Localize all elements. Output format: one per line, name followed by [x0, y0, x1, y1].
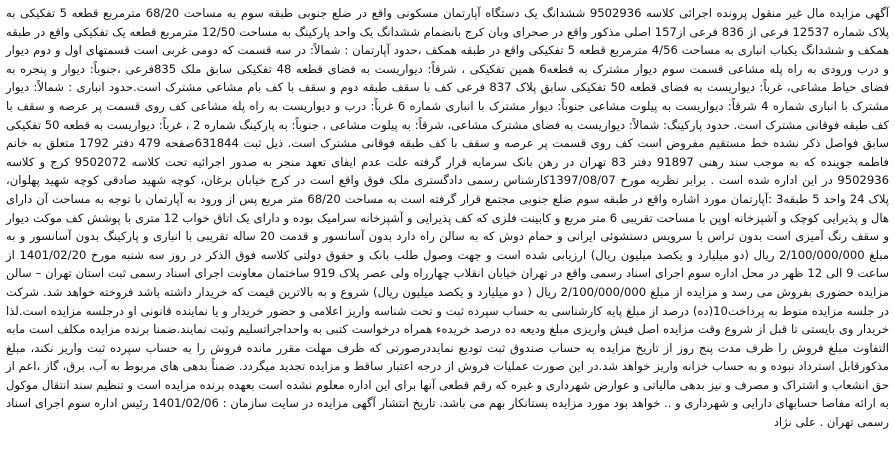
notice-body-text: آگهی مزایده مال غیر منقول پرونده اجرائی کلاسه 9502936 ششدانگ یک دستگاه آپارتمان مسکونی واقع در ضلع جنوبی طبقه سوم به مساحت 68/20 مترمربع قطعه 5 تفکیکی به پلاک شماره 12537 فرعی از 836 فرعی از157 اصلی مذکور واقع در صحرای وبان کرج بانضمام ششدانگ یک واحد پارکینگ به مساحت 12/50 مترمربع قطعه یک تفکیکی واقع در طبقه همکف و ششدانگ یکباب انباری به مساحت 4/56 مترمربع قطعه 5 تفکیکی واقع در طبقه همکف ،حدود آپارتمان : شمالاً: در سه قسمت که دومی غربی است قسمتهای اول و دوم دیوار و درب ورودی به راه پله مشاعی قسمت سوم دیوار مشترک به قطعه6 همین تفکیکی ، شرقاً: دیواریست به فضای قطعه 48 تفکیکی سابق ملک 835فرعی ،جنوباً: دیوار و پنجره به فضای حیاط مشاعی، غرباً: دیواریست به فضای قطعه 50 تفکیکی سابق پلاک 837 فرعی کف با سقف طبقه دوم و سقف با کف بام مشاعی مشترک است.حدود انباری : شمالاً: دیوار مشترک با انباری شماره 4 شرقاً: دیواریست به پیلوت مشاعی جنوباً: دیوار مشترک با انباری شماره 6 غرباً: درب و دیواریست به راه پله مشاعی کف روی قسمت پر عرصه و سقف با کف طبقه فوقانی مشترک است. حدود پارکینگ: شمالاً: دیواریست به فضای مشترک مشاعی، شرقاً: به پیلوت مشاعی ، جنوباً: به پارکینگ شماره 2 ، غرباً: دیواریست به قطعه 50 تفکیکی سابق فواصل ذکر نشده خط مستقیم مفروض است کف روی قسمت پر عرصه و سقف با کف طبقه فوقانی مشترک است. ذیل ثبت 631844صفحه 479 دفتر 1792 متعلق به خانم فاطمه جوینده که به موجب سند رهنی 91897 دفتر 83 تهران در رهن بانک سرمایه قرار گرفته علت عدم ایفای تعهد منجر به صدور اجرائیه تحت کلاسه 9502072 کرج و کلاسه 9502936 در این اداره شده است . برابر نظریه مورخ 1397/08/07کارشناس رسمی دادگستری ملک فوق واقع است در کرج خیابان برغان، کوچه شهید صادقی کوچه شهید پهلوان، پلاک 24 واحد 5 طبقه3 :آپارتمان مورد اشاره واقع در طبقه سوم ضلع جنوبی مجتمع قرار گرفته است به مساحت 68/20 متر مربع پس از ورود به آپارتمان با توجه به مساحت آن دارای هال و پذیرایی کوچک و آشپزخانه اوپن با مساحت تقریبی 6 متر مربع و کابینت فلزی که کف پذیرایی و آشپزخانه سرامیک بوده و دارای یک اتاق خواب 12 متری با پوشش کف موکت دیوار و سقف رنگ آمیزی است بدون تراس با سرویس دستشوئی ایرانی و حمام دوش که به سالن راه دارد بدون آسانسور و قدمت 20 ساله تقریبی با انباری و پارکینگ بدون آسانسور و به مبلغ 2/100/000/000 ریال (دو میلیارد و یکصد میلیون ریال) ارزیابی شده است و جهت وصول طلب بانک و حقوق دولتی کلاسه فوق الذکر در روز سه شنبه مورخ 1401/02/20 از ساعت 9 الی 12 ظهر در محل اداره سوم اجرای اسناد رسمی واقع در تهران خیابان انقلاب چهارراه ولی عصر پلاک 919 ساختمان معاونت اجرای اسناد رسمی ثبت استان تهران – سالن مزایده حضوری بفروش می رسد و مزایده از مبلغ 2/100/000/000 ریال ( دو میلیارد و یکصد میلیون ریال) شروع و به بالاترین قیمت که خریدار داشته باشد فروخته خواهد شد. شرکت در جلسه مزایده منوط به پرداخت10(ده) درصد از مبلغ پایه کارشناسی به حساب سپرده ثبت و تحت شناسه واریز اعلامی و حضور خریدار و یا نماینده قانونی او درجلسه مزایده است.لذا خریدار وی بایستی تا قبل از شروع وقت مزایده اصل فیش واریزی مبلغ ودیعه ده درصد خریدهء همراه درخواست کتبی به واحداجراتسلیم وثبت نمایند.ضمنا برنده مزایده مکلف است مابه التفاوت مبلغ فروش را ظرف مدت پنج روز از تاریخ مزایده به حساب صندوق ثبت توديع نمایددرصورتی که ظرف مهلت مقرر مانده فروش را به حساب سپرده ثبت واریز نکند، مبلغ مذکورقابل استرداد نبوده و به حساب خزانه واریز خواهد شد.در این صورت عملیات فروش از درجه اعتبار ساقط و مزایده تجدید میگردد. ضمناً بدهی های مربوط به آب، برق، گاز ،اعم از حق انشعاب و اشتراک و مصرف و نیز بدهی مالیاتی و عوارض شهرداری و غیره که رقم قطعی آنها برای این اداره معلوم نشده است بعهده برنده مزایده است و تنظیم سند انتقال موکول به ارائه مفاصا حسابهای دارایی و شهرداری و .. خواهد بود مورد مزایده بستانکار بهم می باشد. تاریخ انتشار آگهی مزایده در سایت سازمان : 1401/02/06 رئیس اداره سوم اجرای اسناد رسمی تهران . علی نژاد [6, 6, 890, 430]
